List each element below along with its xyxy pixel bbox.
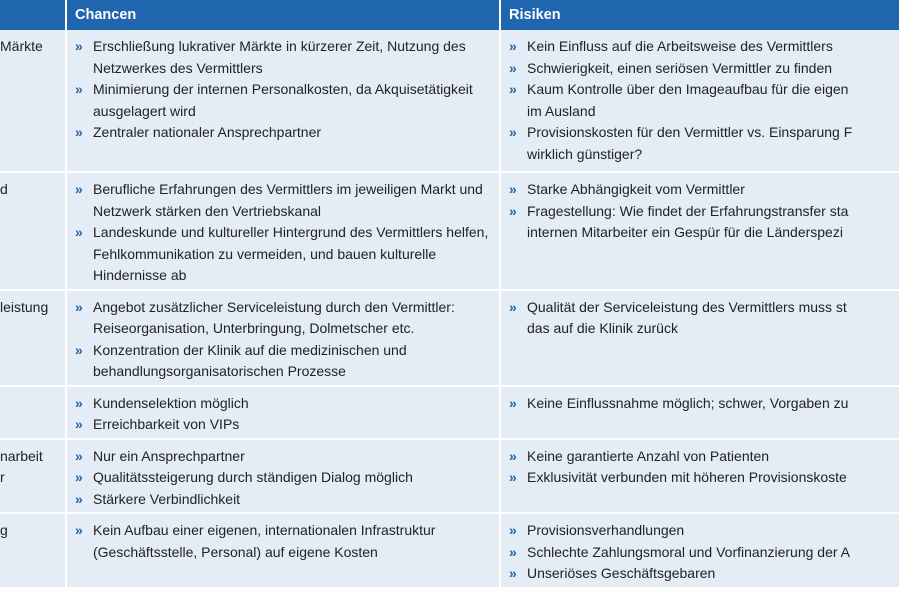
chances-list [75,36,493,144]
chances-cell [66,439,500,514]
list-item-text: Schwierigkeit, einen seriösen Vermittler zu finden [527,59,833,76]
table-row [0,439,900,514]
bullet-icon: » [509,565,517,581]
bullet-icon: » [75,298,83,315]
list-item-text: Landeskunde und kultureller Hintergrund des Vermittlers helfen, Fehlkommunikation zu vermeiden, und bauen kulturelle Hindernisse ab [93,224,489,283]
risks-cell [500,172,900,290]
bullet-icon: » [75,81,83,97]
chances-cell [66,30,500,172]
list-item-text: Erreichbarkeit von VIPs [93,416,240,432]
row-label: d [0,181,8,197]
bullet-icon: » [75,224,83,240]
list-item [75,222,493,287]
risks-list [509,520,893,585]
row-label-cell [0,172,66,290]
bullet-icon: » [509,447,517,464]
list-item-text: Kaum Kontrolle über den Imageaufbau für die eigen im Ausland [527,81,849,119]
risks-cell [500,439,900,514]
list-item [75,297,493,340]
list-item [509,467,893,489]
chances-cell [66,290,500,386]
list-item-text: Fragestellung: Wie findet der Erfahrungstransfer sta internen Mitarbeiter ein Gespür für die Länderspezi [527,202,849,240]
list-item-text: Schlechte Zahlungsmoral und Vorfinanzierung der A [527,543,850,560]
row-label-cell [0,290,66,386]
list-item-text: Kein Aufbau einer eigenen, internationalen Infrastruktur (Geschäftsstelle, Personal) auf eigene Kosten [93,522,436,560]
risks-cell [500,386,900,439]
list-item [75,467,493,489]
bullet-icon: » [509,59,517,76]
risks-list [509,179,893,244]
chances-list [75,393,493,436]
list-item [509,179,893,201]
header-label-column [0,0,66,30]
bullet-icon: » [509,543,517,560]
list-item [509,297,893,340]
table-header [0,0,900,30]
table-row [0,513,900,588]
bullet-icon: » [509,469,517,485]
table-row [0,30,900,172]
row-label: g [0,522,8,538]
list-item-text: Kundenselektion möglich [93,394,249,411]
bullet-icon: » [75,38,83,54]
bullet-icon: » [75,124,83,140]
list-item [75,122,493,144]
list-item [75,446,493,468]
list-item-text: Zentraler nationaler Ansprechpartner [93,124,322,140]
list-item [509,563,893,585]
list-item [75,36,493,79]
bullet-icon: » [509,522,517,538]
header-risks: Risiken [500,0,900,30]
bullet-icon: » [509,394,517,411]
list-item [75,520,493,563]
list-item-text: Erschließung lukrativer Märkte in kürzerer Zeit, Nutzung des Netzwerkes des Vermittlers [93,38,466,76]
chances-list [75,179,493,287]
list-item-text: Qualität der Serviceleistung des Vermittlers muss st das auf die Klinik zurück [527,298,847,336]
list-item-text: Keine Einflussnahme möglich; schwer, Vorgaben zu [527,394,849,411]
list-item-text: Angebot zusätzlicher Serviceleistung durch den Vermittler: Reiseorganisation, Unterbringung, Dolmetscher etc. [93,298,455,336]
bullet-icon: » [509,202,517,219]
risks-cell [500,290,900,386]
list-item-text: Starke Abhängigkeit vom Vermittler [527,181,745,197]
list-item [509,520,893,542]
row-label-cell [0,513,66,588]
risks-list [509,297,893,340]
risks-list [509,446,893,489]
row-label: Märkte [0,38,43,54]
chances-cell [66,172,500,290]
risks-cell [500,513,900,588]
table-row [0,290,900,386]
list-item [509,122,893,165]
list-item-text: Exklusivität verbunden mit höheren Provisionskoste [527,469,847,485]
bullet-icon: » [75,447,83,464]
row-label: narbeit r [0,447,43,485]
risks-list [509,36,893,165]
list-item [509,201,893,244]
risks-list [509,393,893,415]
chances-list [75,520,493,563]
list-item-text: Nur ein Ansprechpartner [93,447,245,464]
chances-list [75,297,493,383]
list-item [509,79,893,122]
list-item [75,393,493,415]
table-row [0,172,900,290]
list-item [509,446,893,468]
bullet-icon: » [75,394,83,411]
list-item [509,36,893,58]
list-item-text: Unseriöses Geschäftsgebaren [527,565,716,581]
list-item-text: Provisionsverhandlungen [527,522,685,538]
chances-list [75,446,493,511]
bullet-icon: » [509,181,517,197]
list-item-text: Qualitätssteigerung durch ständigen Dialog möglich [93,469,413,485]
chances-cell [66,513,500,588]
list-item [75,414,493,436]
bullet-icon: » [509,124,517,140]
list-item [75,340,493,383]
bullet-icon: » [509,38,517,54]
bullet-icon: » [509,298,517,315]
list-item-text: Konzentration der Klinik auf die medizinischen und behandlungsorganisatorischen Prozesse [93,341,407,379]
bullet-icon: » [75,490,83,507]
list-item [509,393,893,415]
bullet-icon: » [509,81,517,97]
list-item [75,179,493,222]
header-chances: Chancen [66,0,500,30]
bullet-icon: » [75,416,83,432]
list-item [509,542,893,564]
list-item-text: Provisionskosten für den Vermittler vs. Einsparung F wirklich günstiger? [527,124,853,162]
bullet-icon: » [75,341,83,358]
table-body [0,30,900,588]
list-item-text: Stärkere Verbindlichkeit [93,490,241,507]
list-item [75,489,493,511]
row-label-cell [0,386,66,439]
chances-cell [66,386,500,439]
bullet-icon: » [75,181,83,197]
list-item-text: Kein Einfluss auf die Arbeitsweise des Vermittlers [527,38,833,54]
row-label-cell [0,439,66,514]
risks-cell [500,30,900,172]
row-label: leistung [0,298,49,315]
bullet-icon: » [75,469,83,485]
list-item-text: Keine garantierte Anzahl von Patienten [527,447,770,464]
table-row [0,386,900,439]
bullet-icon: » [75,522,83,538]
list-item-text: Berufliche Erfahrungen des Vermittlers im jeweiligen Markt und Netzwerk stärken den Vertriebskanal [93,181,483,219]
list-item [75,79,493,122]
list-item-text: Minimierung der internen Personalkosten, da Akquisetätigkeit ausgelagert wird [93,81,473,119]
list-item [509,58,893,80]
row-label-cell [0,30,66,172]
